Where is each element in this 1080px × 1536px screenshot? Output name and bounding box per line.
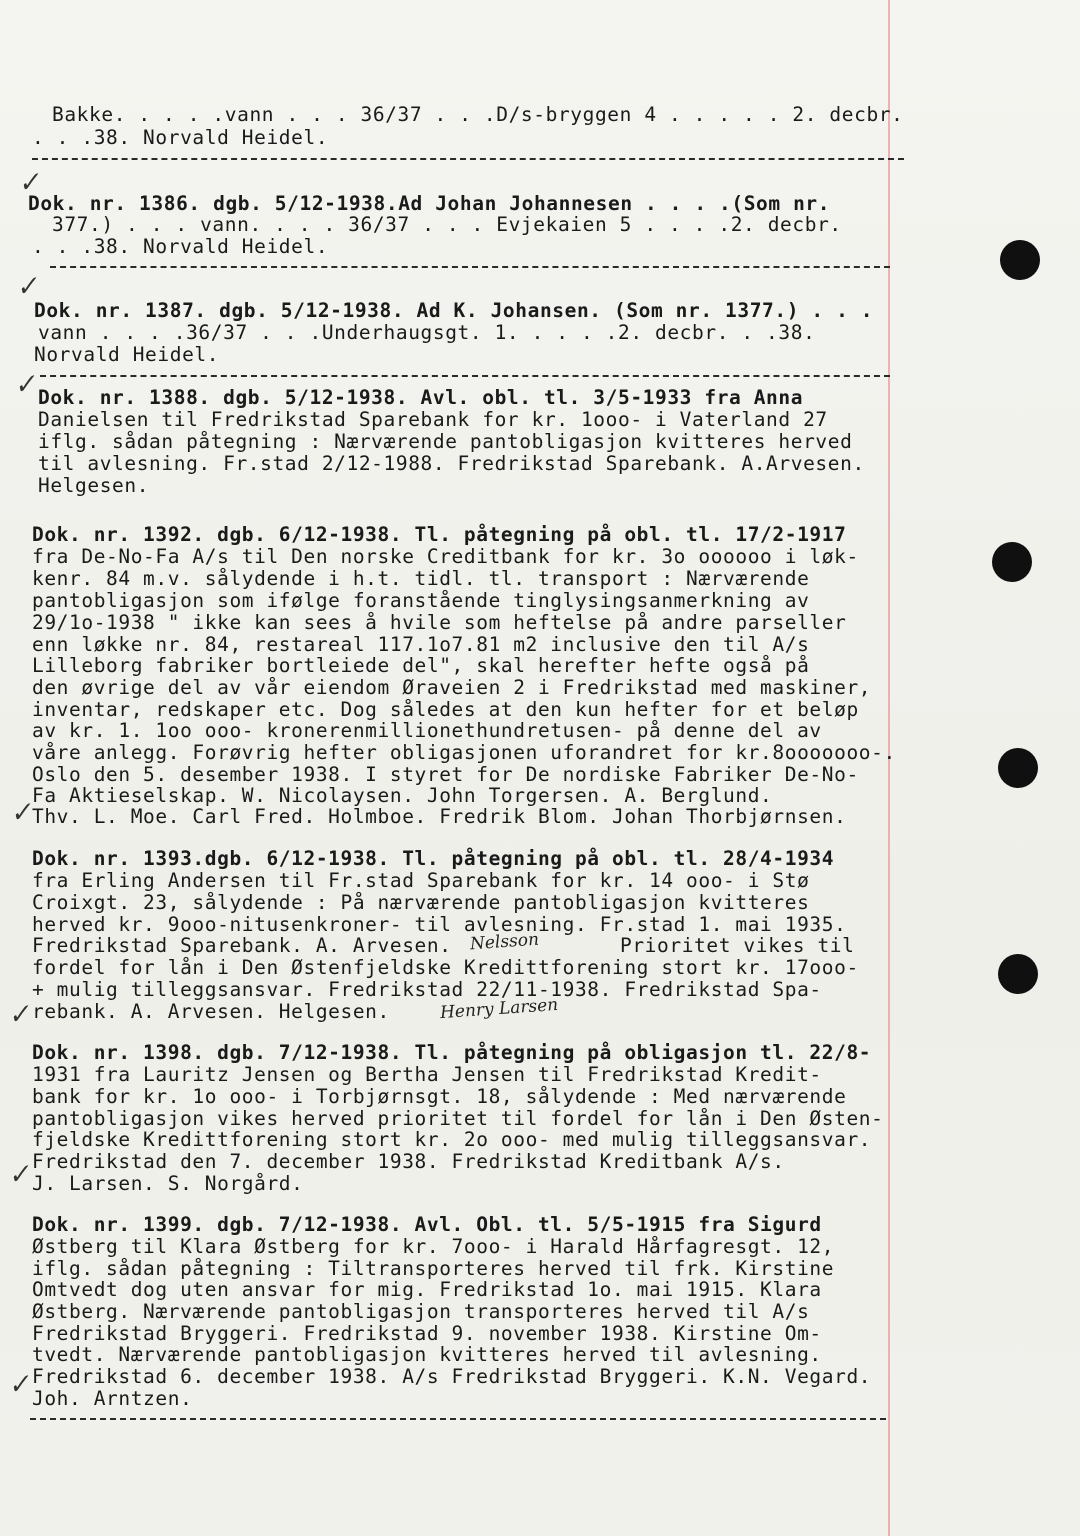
margin-checkmark-icon: ✓ — [6, 1368, 32, 1402]
text-line: Østberg. Nærværende pantobligasjon transporteres herved til A/s — [32, 1300, 810, 1323]
text-line: til avlesning. Fr.stad 2/12-1988. Fredrikstad Sparebank. A.Arvesen. — [38, 452, 865, 475]
text-line: iflg. sådan påtegning : Tiltransporteres herved til frk. Kirstine — [32, 1257, 835, 1280]
text-line: Helgesen. — [38, 474, 150, 497]
entry-heading: Dok. nr. 1392. dgb. 6/12-1938. Tl. påtegning på obl. tl. 17/2-1917 — [32, 523, 847, 546]
handwritten-signature: Henry Larsen — [439, 994, 559, 1024]
punch-hole — [992, 542, 1032, 582]
text-line: Fredrikstad Bryggeri. Fredrikstad 9. november 1938. Kirstine Om- — [32, 1322, 822, 1345]
text-line: våre anlegg. Forøvrig hefter obligasjonen uforandret for kr.8ooooooo-. — [32, 741, 896, 764]
margin-checkmark-icon: ✓ — [16, 166, 42, 200]
text-line: Joh. Arntzen. — [32, 1387, 193, 1410]
dashed-divider — [50, 266, 890, 268]
dashed-divider — [40, 375, 890, 377]
text-line: bank for kr. 1o ooo- i Torbjørnsgt. 18, sålydende : Med nærværende — [32, 1085, 847, 1108]
text-line: fra Erling Andersen til Fr.stad Sparebank for kr. 14 ooo- i Stø — [32, 869, 810, 892]
text-line: Fredrikstad den 7. december 1938. Fredrikstad Kreditbank A/s. — [32, 1150, 785, 1173]
entry-heading: Dok. nr. 1386. dgb. 5/12-1938.Ad Johan Johannesen . . . .(Som nr. — [28, 192, 831, 215]
text-line: 1931 fra Lauritz Jensen og Bertha Jensen til Fredrikstad Kredit- — [32, 1063, 822, 1086]
text-line: Fredrikstad Sparebank. A. Arvesen. — [32, 934, 452, 957]
text-line: tvedt. Nærværende pantobligasjon kvitteres herved til avlesning. — [32, 1343, 822, 1366]
text-line: pantobligasjon som ifølge foranstående tinglysingsanmerkning av — [32, 589, 810, 612]
text-line: kenr. 84 m.v. sålydende i h.t. tidl. tl. transport : Nærværende — [32, 567, 810, 590]
text-line: Prioritet vikes til — [620, 934, 855, 957]
margin-checkmark-icon: ✓ — [12, 368, 38, 402]
text-line: fjeldske Kredittforening stort kr. 2o ooo- med mulig tilleggsansvar. — [32, 1128, 872, 1151]
entry-heading: Dok. nr. 1388. dgb. 5/12-1938. Avl. obl. tl. 3/5-1933 fra Anna — [38, 386, 804, 409]
text-line: Danielsen til Fredrikstad Sparebank for kr. 1ooo- i Vaterland 27 — [38, 408, 828, 431]
entry-heading: Dok. nr. 1387. dgb. 5/12-1938. Ad K. Johansen. (Som nr. 1377.) . . . — [34, 299, 874, 322]
text-line: Bakke. . . . .vann . . . 36/37 . . .D/s-bryggen 4 . . . . . 2. decbr. — [52, 103, 904, 126]
text-line: pantobligasjon vikes herved prioritet til fordel for lån i Den Østen- — [32, 1107, 884, 1130]
punch-hole — [998, 748, 1038, 788]
margin-checkmark-icon: ✓ — [6, 1158, 32, 1192]
text-line: enn løkke nr. 84, restareal 117.1o7.81 m2 inclusive den til A/s — [32, 633, 810, 656]
text-line: Østberg til Klara Østberg for kr. 7ooo- i Harald Hårfagresgt. 12, — [32, 1235, 835, 1258]
text-line: vann . . . .36/37 . . .Underhaugsgt. 1. . . . .2. decbr. . .38. — [38, 321, 816, 344]
entry-heading: Dok. nr. 1393.dgb. 6/12-1938. Tl. påtegning på obl. tl. 28/4-1934 — [32, 847, 835, 870]
margin-checkmark-icon: ✓ — [6, 998, 32, 1032]
text-line: Fa Aktieselskap. W. Nicolaysen. John Torgersen. A. Berglund. — [32, 784, 773, 807]
text-line: Omtvedt dog uten ansvar for mig. Fredrikstad 1o. mai 1915. Klara — [32, 1278, 822, 1301]
text-line: Norvald Heidel. — [34, 343, 220, 366]
text-line: . . .38. Norvald Heidel. — [32, 235, 329, 258]
text-line: herved kr. 9ooo-nitusenkroner- til avlesning. Fr.stad 1. mai 1935. — [32, 913, 847, 936]
text-line: den øvrige del av vår eiendom Øraveien 2 i Fredrikstad med maskiner, — [32, 676, 872, 699]
handwritten-signature: Nelsson — [469, 929, 540, 955]
text-line: Croixgt. 23, sålydende : På nærværende pantobligasjon kvitteres — [32, 891, 810, 914]
text-line: fordel for lån i Den Østenfjeldske Kredittforening stort kr. 17ooo- — [32, 956, 859, 979]
margin-checkmark-icon: ✓ — [8, 796, 34, 830]
dashed-divider — [32, 158, 904, 160]
text-line: rebank. A. Arvesen. Helgesen. — [32, 1000, 390, 1023]
dashed-divider — [30, 1418, 886, 1420]
text-line: av kr. 1. 1oo ooo- kronerenmillionethundretusen- på denne del av — [32, 719, 822, 742]
entry-heading: Dok. nr. 1399. dgb. 7/12-1938. Avl. Obl. tl. 5/5-1915 fra Sigurd — [32, 1213, 822, 1236]
punch-hole — [1000, 240, 1040, 280]
text-line: Lilleborg fabriker bortleiede del", skal herefter hefte også på — [32, 654, 810, 677]
red-margin-line — [888, 0, 890, 1536]
text-line: Fredrikstad 6. december 1938. A/s Fredrikstad Bryggeri. K.N. Vegard. — [32, 1365, 872, 1388]
text-line: iflg. sådan påtegning : Nærværende pantobligasjon kvitteres herved — [38, 430, 853, 453]
text-line: inventar, redskaper etc. Dog således at den kun hefter for et beløp — [32, 698, 859, 721]
text-line: Oslo den 5. desember 1938. I styret for De nordiske Fabriker De-No- — [32, 763, 859, 786]
text-line: . . .38. Norvald Heidel. — [32, 126, 329, 149]
margin-checkmark-icon: ✓ — [14, 270, 40, 304]
text-line: J. Larsen. S. Norgård. — [32, 1172, 304, 1195]
text-line: 377.) . . . vann. . . . 36/37 . . . Evjekaien 5 . . . .2. decbr. — [52, 213, 842, 236]
entry-heading: Dok. nr. 1398. dgb. 7/12-1938. Tl. påtegning på obligasjon tl. 22/8- — [32, 1041, 872, 1064]
punch-hole — [998, 954, 1038, 994]
text-line: 29/1o-1938 " ikke kan sees å hvile som heftelse på andre parseller — [32, 611, 847, 634]
text-line: fra De-No-Fa A/s til Den norske Creditbank for kr. 3o oooooo i løk- — [32, 545, 859, 568]
text-line: + mulig tilleggsansvar. Fredrikstad 22/11-1938. Fredrikstad Spa- — [32, 978, 822, 1001]
text-line: Thv. L. Moe. Carl Fred. Holmboe. Fredrik Blom. Johan Thorbjørnsen. — [32, 805, 847, 828]
